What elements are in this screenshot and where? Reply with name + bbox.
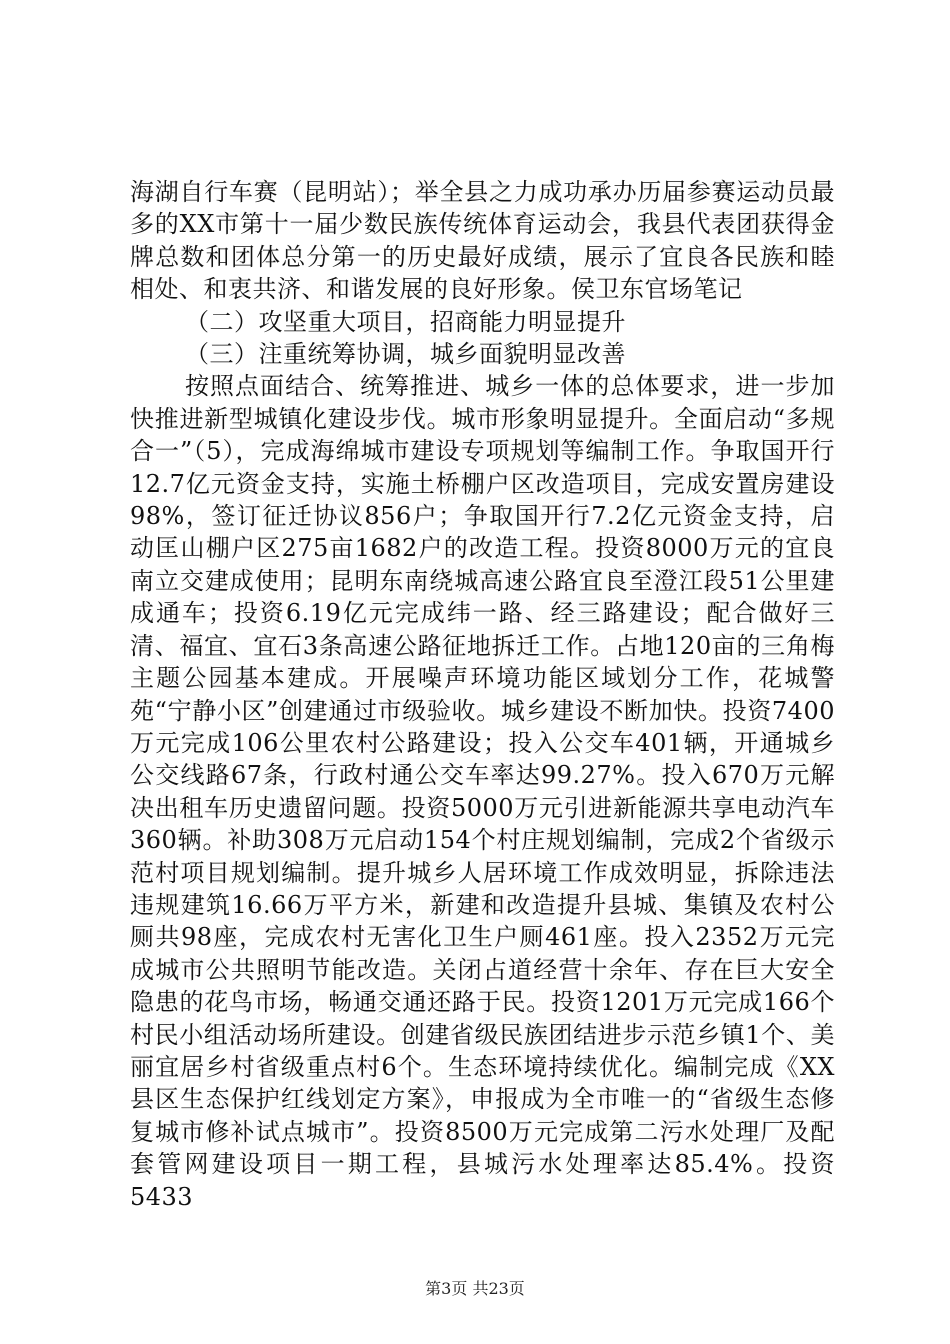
document-body (130, 176, 835, 1213)
section-heading-2: （二）攻坚重大项目，招商能力明显提升 (185, 307, 626, 336)
page-footer: 第3页 共23页 (425, 1279, 525, 1298)
paragraph-continuation: 海湖自行车赛（昆明站）；举全县之力成功承办历届参赛运动员最多的XX市第十一届少数民族传统体育运动会，我县代表团获得金牌总数和团体总分第一的历史最好成绩，展示了宜良各民族和睦相处、和衷共济、和谐发展的良好形象。侯卫东官场笔记 (130, 178, 835, 304)
section-heading-3: （三）注重统筹协调，城乡面貌明显改善 (185, 340, 626, 369)
paragraph-body: 按照点面结合、统筹推进、城乡一体的总体要求，进一步加快推进新型城镇化建设步伐。城市形象明显提升。全面启动“多规合一”（5），完成海绵城市建设专项规划等编制工作。争取国开行12.7亿元资金支持，实施土桥棚户区改造项目，完成安置房建设98%，签订征迁协议856户；争取国开行7.2亿元资金支持，启动匡山棚户区275亩1682户的改造工程。投资8000万元的宜良南立交建成使用；昆明东南绕城高速公路宜良至澄江段51公里建成通车；投资6.19亿元完成纬一路、经三路建设；配合做好三清、福宜、宜石3条高速公路征地拆迁工作。占地120亩的三角梅主题公园基本建成。开展噪声环境功能区域划分工作，花城警苑“宁静小区”创建通过市级验收。城乡建设不断加快。投资7400万元完成106公里农村公路建设；投入公交车401辆，开通城乡公交线路67条，行政村通公交车率达99.27%。投入670万元解决出租车历史遗留问题。投资5000万元引进新能源共享电动汽车360辆。补助308万元启动154个村庄规划编制，完成2个省级示范村项目规划编制。提升城乡人居环境工作成效明显，拆除违法违规建筑16.66万平方米，新建和改造提升县城、集镇及农村公厕共98座，完成农村无害化卫生户厕461座。投入2352万元完成城市公共照明节能改造。关闭占道经营十余年、存在巨大安全隐患的花鸟市场，畅通交通还路于民。投资1201万元完成166个村民小组活动场所建设。创建省级民族团结进步示范乡镇1个、美丽宜居乡村省级重点村6个。生态环境持续优化。编制完成《XX县区生态保护红线划定方案》，申报成为全市唯一的“省级生态修复城市修补试点城市”。投资8500万元完成第二污水处理厂及配套管网建设项目一期工程，县城污水处理率达85.4%。投资5433 (130, 372, 835, 1211)
